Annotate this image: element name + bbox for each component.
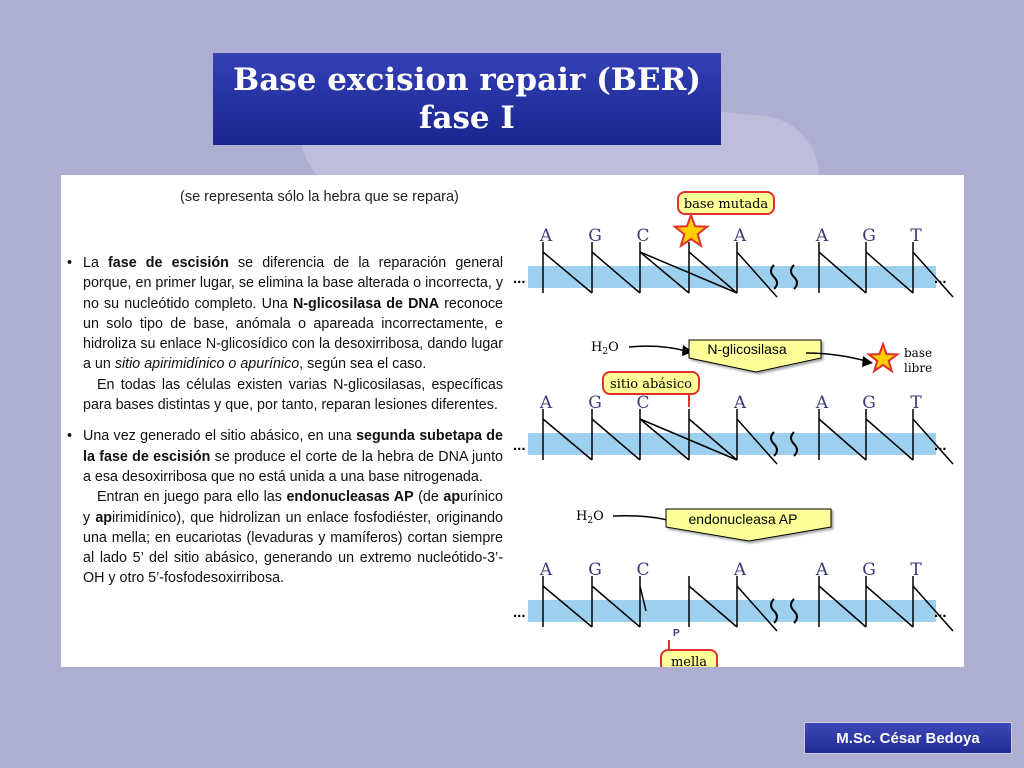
base-letter: A — [733, 226, 747, 246]
callout-sitio-abasico-label: sitio abásico — [610, 377, 692, 392]
text-run: Una vez generado el sitio abásico, en una — [83, 428, 357, 445]
water-label-1: $H_2O$ — [591, 340, 619, 357]
text-run: segunda subetapa de la fase de escisión — [83, 428, 503, 465]
ellipsis-left: ... — [513, 437, 526, 454]
text-run: reconoce un solo tipo de base, anómala o apareada incorrectamente, e hidroliza su enlace N-glicosídico con la desoxirribosa, dando lugar a un — [83, 295, 503, 373]
paragraph-1: En todas las células existen varias N-glicosilasas, específicas para bases distintas y que, por tanto, reparan lesiones diferentes. — [83, 376, 503, 414]
base-letter: A — [815, 226, 829, 246]
base-letter: G — [588, 226, 602, 246]
text-run: , según sea el caso. — [299, 356, 427, 373]
p-label: P — [673, 628, 680, 639]
free-base-star — [869, 344, 898, 371]
figure-panel — [61, 175, 964, 667]
text-run: ap — [443, 489, 461, 506]
base-letter: A — [815, 393, 829, 413]
base-letter: C — [636, 226, 650, 246]
text-run: ap — [95, 509, 112, 526]
text-run: sitio apirimidínico o apurínico — [114, 356, 300, 373]
bullet-dot: • — [67, 255, 73, 271]
title-line-1: Base excision repair (BER) — [233, 62, 701, 98]
dna-backbone — [528, 600, 936, 622]
base-letter: G — [862, 226, 876, 246]
base-letter: C — [636, 393, 650, 413]
base-letter: G — [588, 393, 602, 413]
text-run: Entran en juego para ello las — [97, 489, 287, 506]
text-run: (de — [413, 489, 444, 506]
ellipsis-left: ... — [513, 270, 526, 287]
text-run: urínico y — [83, 489, 503, 526]
base-letter: A — [733, 560, 747, 580]
base-letter: T — [910, 393, 922, 413]
title-line-2: fase I — [419, 100, 515, 136]
base-letter: T — [910, 560, 922, 580]
figure-subtitle: (se representa sólo la hebra que se repara) — [180, 189, 459, 205]
dna-backbone — [528, 433, 936, 455]
text-run: fase de escisión — [108, 255, 229, 271]
ellipsis-left: ... — [513, 604, 526, 621]
bullet-dot: • — [67, 428, 73, 445]
text-run: se produce el corte de la hebra de DNA junto a esa desoxirribosa que no está unida a una base nitrogenada. — [83, 448, 503, 485]
ellipsis-right: ... — [934, 270, 947, 287]
text-run: La — [83, 255, 109, 271]
base-letter: G — [862, 393, 876, 413]
author-credit: M.Sc. César Bedoya — [804, 722, 1012, 754]
callout-base-mutada-label: base mutada — [683, 197, 769, 212]
n-glicosilasa-label: N-glicosilasa — [707, 341, 787, 357]
dna-repair-diagram — [61, 175, 964, 667]
base-letter: A — [815, 560, 829, 580]
mutated-base-star — [675, 215, 707, 246]
callout-mella-label: mella — [670, 655, 708, 667]
base-libre-label-2: libre — [904, 361, 933, 375]
base-letter: A — [733, 393, 747, 413]
endonucleasa-label: endonucleasa AP — [688, 511, 798, 527]
base-letter: C — [636, 560, 650, 580]
text-run: endonucleasas AP — [286, 489, 414, 506]
ellipsis-right: ... — [934, 604, 947, 621]
base-letter: G — [862, 560, 876, 580]
base-letter: T — [910, 226, 922, 246]
text-run: se diferencia de la reparación general porque, en primer lugar, se elimina la base alterada o incorrecta, y no su nucleótido completo. Una — [83, 255, 504, 312]
text-run: irimidínico), que hidrolizan un enlace fosfodiéster, originando una mella; en eucariotas (levaduras y mamíferos) cortan siempre al lado 5’ del sitio abásico, generando un extremo nucleótido-3’-OH y otro 5’-fosfodesoxirribosa. — [83, 509, 503, 587]
water-arrow-1 — [629, 346, 686, 351]
base-letter: A — [539, 393, 553, 413]
base-letter: A — [539, 226, 553, 246]
base-letter: A — [539, 560, 553, 580]
text-run: N-glicosilasa de DNA — [292, 295, 440, 312]
base-letter: G — [588, 560, 602, 580]
ellipsis-right: ... — [934, 437, 947, 454]
dna-backbone — [528, 266, 936, 288]
base-libre-label-1: base — [904, 346, 933, 360]
water-label-2: $H_2O$ — [576, 509, 604, 526]
water-arrow-2 — [613, 516, 671, 521]
slide-title — [213, 53, 721, 145]
